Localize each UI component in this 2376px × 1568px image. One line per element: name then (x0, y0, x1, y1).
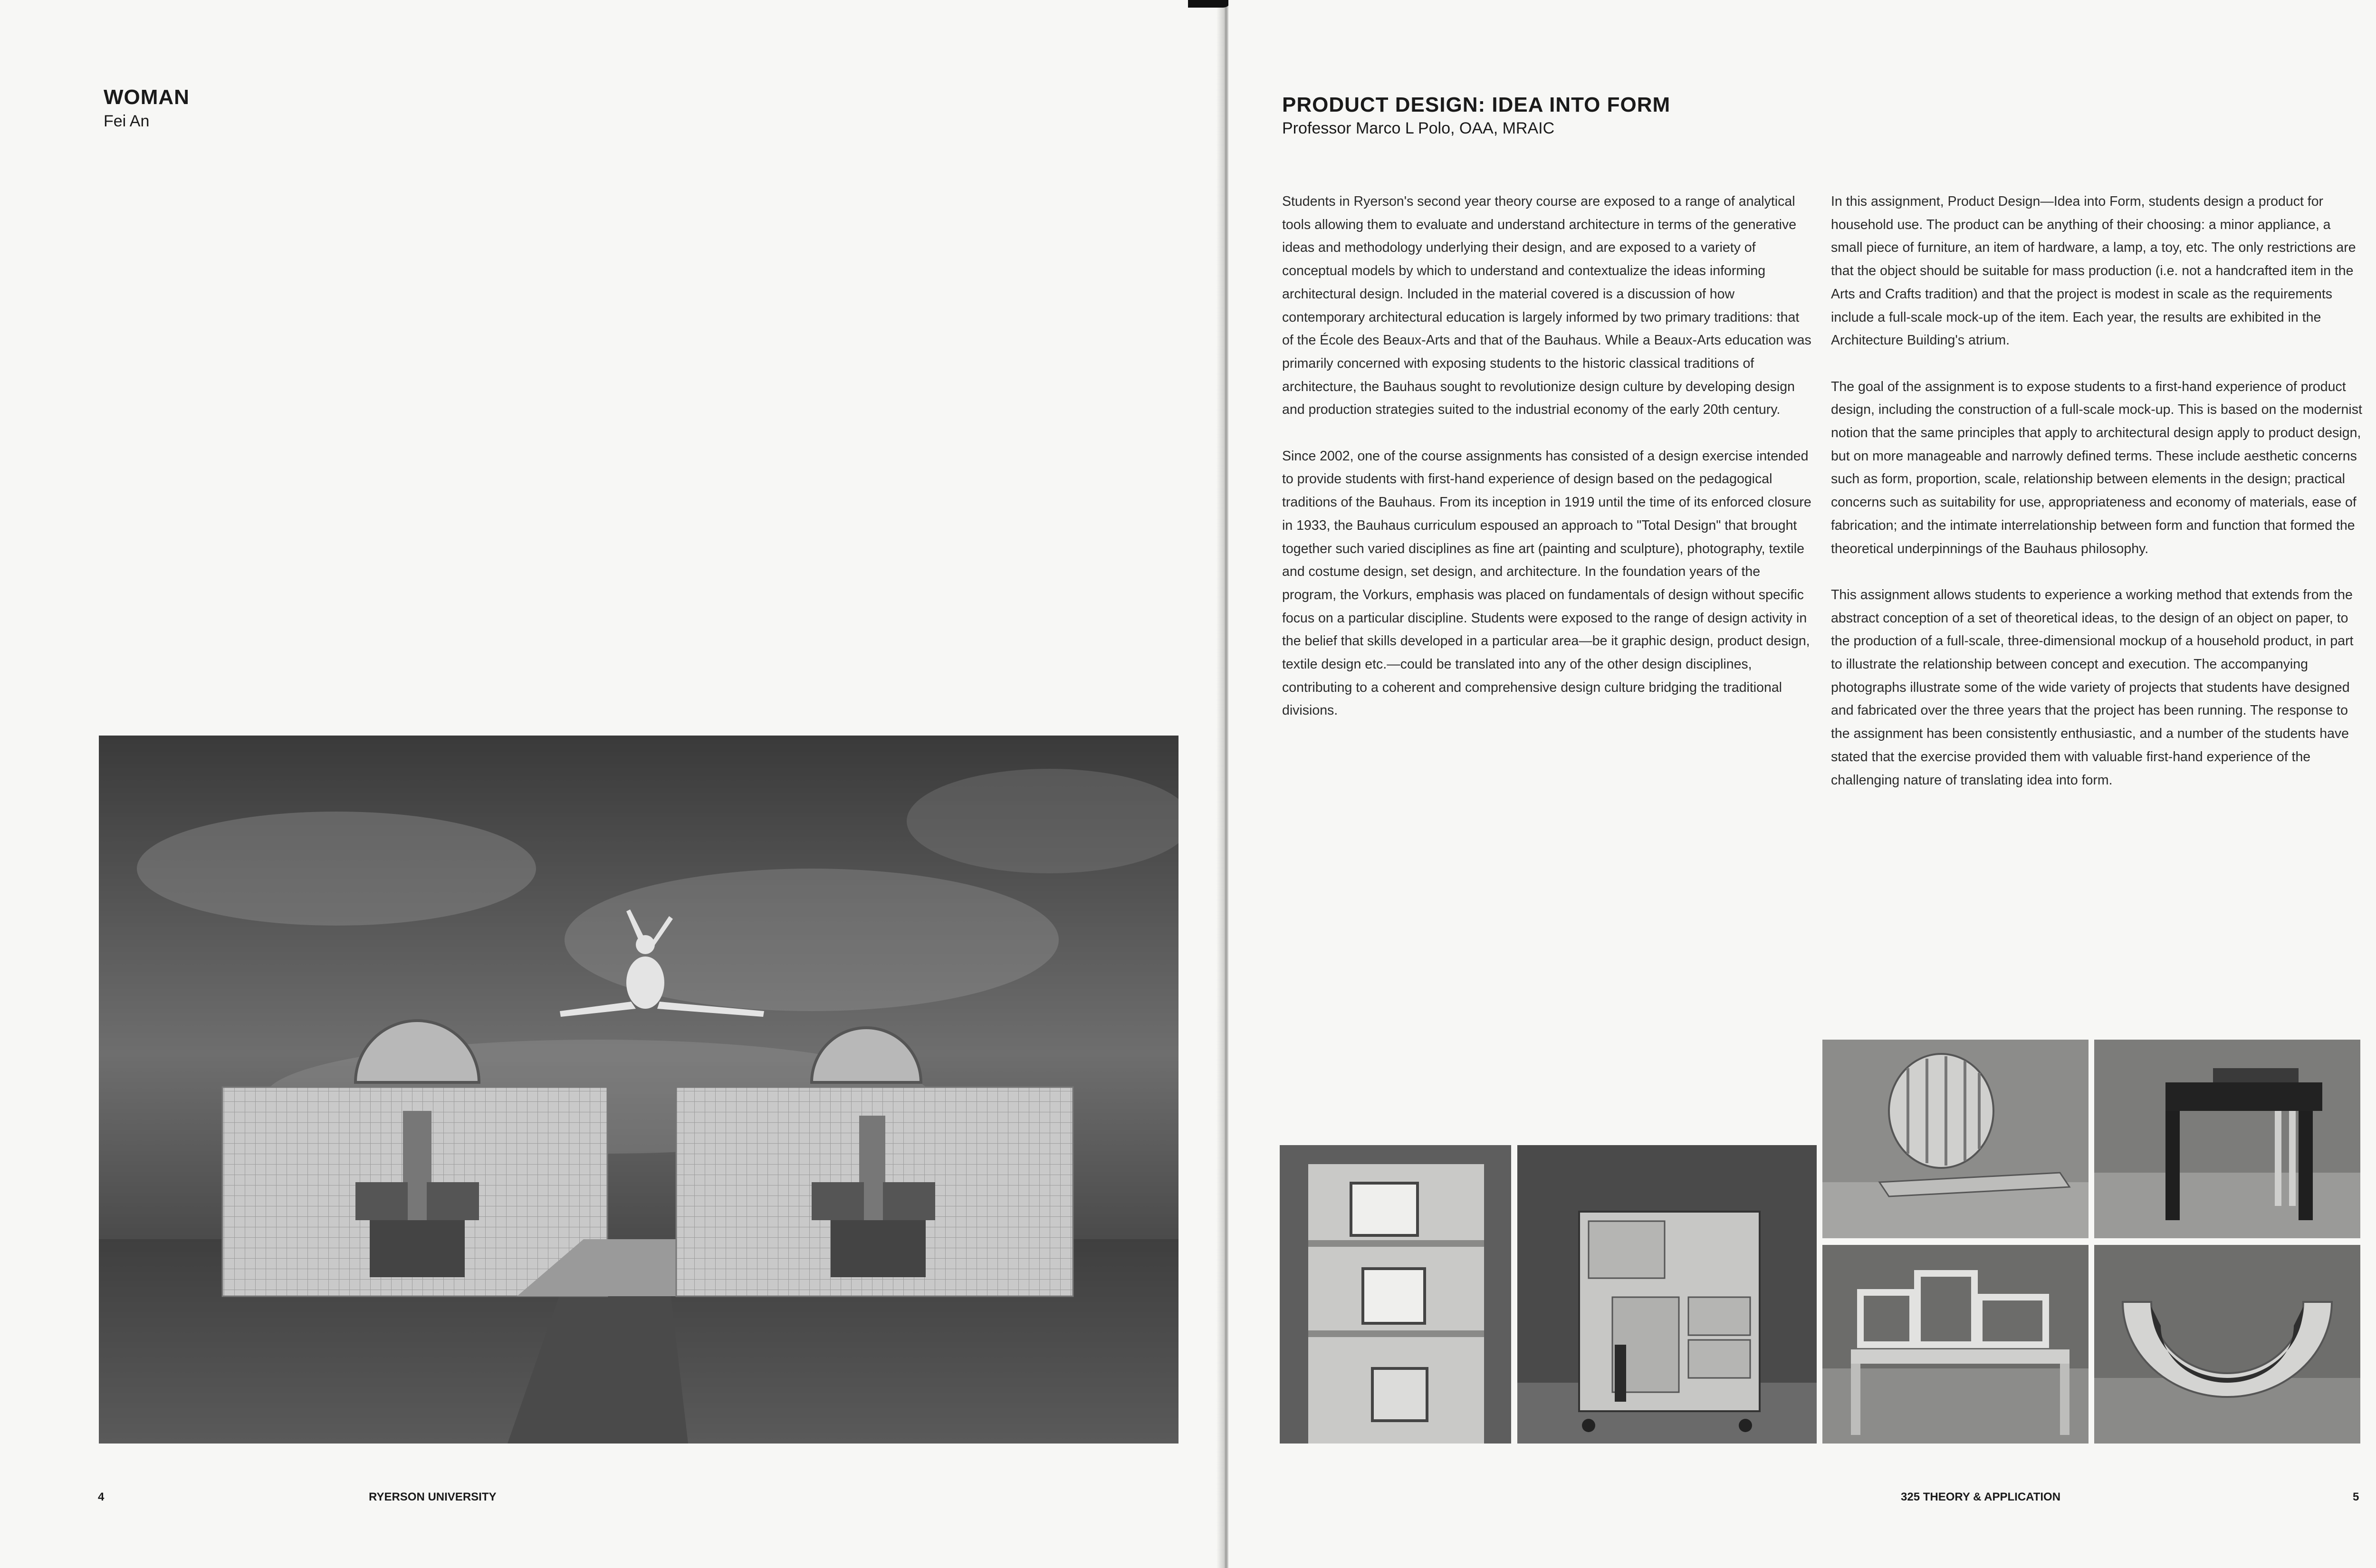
photo-dark-desk (2094, 1040, 2360, 1238)
paragraph: This assignment allows students to experience a working method that extends from the abstract conception of a set of theoretical ideas, to the design of an object on paper, to the production of a full-scale, three-dimensional mockup of a household product, in part to illustrate the relationship between concept and execution. The accompanying photographs illustrate some of the wide variety of projects that students have designed and fabricated over the three years that the project has been running. The response to the assignment has been consistently enthusiastic, and a number of the students have stated that the exercise provided them with valuable first-hand experience of the challenging nature of translating idea into form. (1831, 587, 2354, 788)
left-page-footer: RYERSON UNIVERSITY (369, 1491, 497, 1503)
photo-rolling-cabinet (1517, 1145, 1817, 1444)
left-page-author: Fei An (104, 112, 150, 130)
text-column-right (1831, 190, 2363, 792)
right-page-title: PRODUCT DESIGN: IDEA INTO FORM (1282, 93, 1671, 116)
right-page-number: 5 (2353, 1491, 2359, 1503)
left-page-number: 4 (98, 1491, 105, 1503)
binding-notch (1188, 0, 1231, 8)
photo-sculptural-lamp (1822, 1040, 2089, 1238)
right-page-footer: 325 THEORY & APPLICATION (1901, 1491, 2061, 1503)
right-page-author: Professor Marco L Polo, OAA, MRAIC (1282, 119, 1555, 137)
paragraph: Students in Ryerson's second year theory course are exposed to a range of analytical tools allowing them to evaluate and understand architecture in terms of the generative ideas and methodology underlying their design, and are exposed to a variety of conceptual models by which to understand and contextualize the ideas informing architectural design. Included in the material covered is a discussion of how contemporary architectural education is largely informed by two primary traditions: that of the École des Beaux-Arts and that of the Bauhaus. While a Beaux-Arts education was primarily concerned with exposing students to the historic classical traditions of architecture, the Bauhaus sought to revolutionize design culture by developing design and production strategies suited to the industrial economy of the early 20th century. (1282, 194, 1811, 418)
left-page-title: WOMAN (104, 86, 190, 109)
woman-rendering-image (99, 736, 1178, 1444)
photo-cube-shelf (1822, 1245, 2089, 1444)
text-column-left (1282, 190, 1812, 722)
right-page (1228, 0, 2376, 1568)
paragraph: In this assignment, Product Design—Idea into Form, students design a product for household use. The product can be anything of their choosing: a minor appliance, a small piece of furniture, an item of hardware, a lamp, a toy, etc. The only restrictions are that the object should be suitable for mass production (i.e. not a handcrafted item in the Arts and Crafts tradition) and that the project is modest in scale as the requirements include a full-scale mock-up of the item. Each year, the results are exhibited in the Architecture Building's atrium. (1831, 194, 2356, 348)
photo-curved-chair (2094, 1245, 2360, 1444)
photo-shelf-frames (1280, 1145, 1511, 1444)
paragraph: The goal of the assignment is to expose students to a first-hand experience of product design, including the construction of a full-scale mock-up. This is based on the modernist notion that the same principles that apply to architectural design apply to product design, but on more manageable and narrowly defined terms. These include aesthetic concerns such as form, proportion, scale, relationship between elements in the design; practical concerns such as suitability for use, appropriateness and economy of materials, ease of fabrication; and the intimate interrelationship between form and function that formed the theoretical underpinnings of the Bauhaus philosophy. (1831, 379, 2362, 556)
paragraph: Since 2002, one of the course assignments has consisted of a design exercise intended to provide students with first-hand experience of design based on the pedagogical traditions of the Bauhaus. From its inception in 1919 until the time of its enforced closure in 1933, the Bauhaus curriculum espoused an approach to "Total Design" that brought together such varied disciplines as fine art (painting and sculpture), photography, textile and costume design, set design, and architecture. In the foundation years of the program, the Vorkurs, emphasis was placed on fundamentals of design without specific focus on a particular discipline. Students were exposed to the range of design activity in the belief that skills developed in a particular area—be it graphic design, product design, textile design etc.—could be translated into any of the other design disciplines, contributing to a coherent and comprehensive design culture bridging the traditional divisions. (1282, 448, 1811, 718)
